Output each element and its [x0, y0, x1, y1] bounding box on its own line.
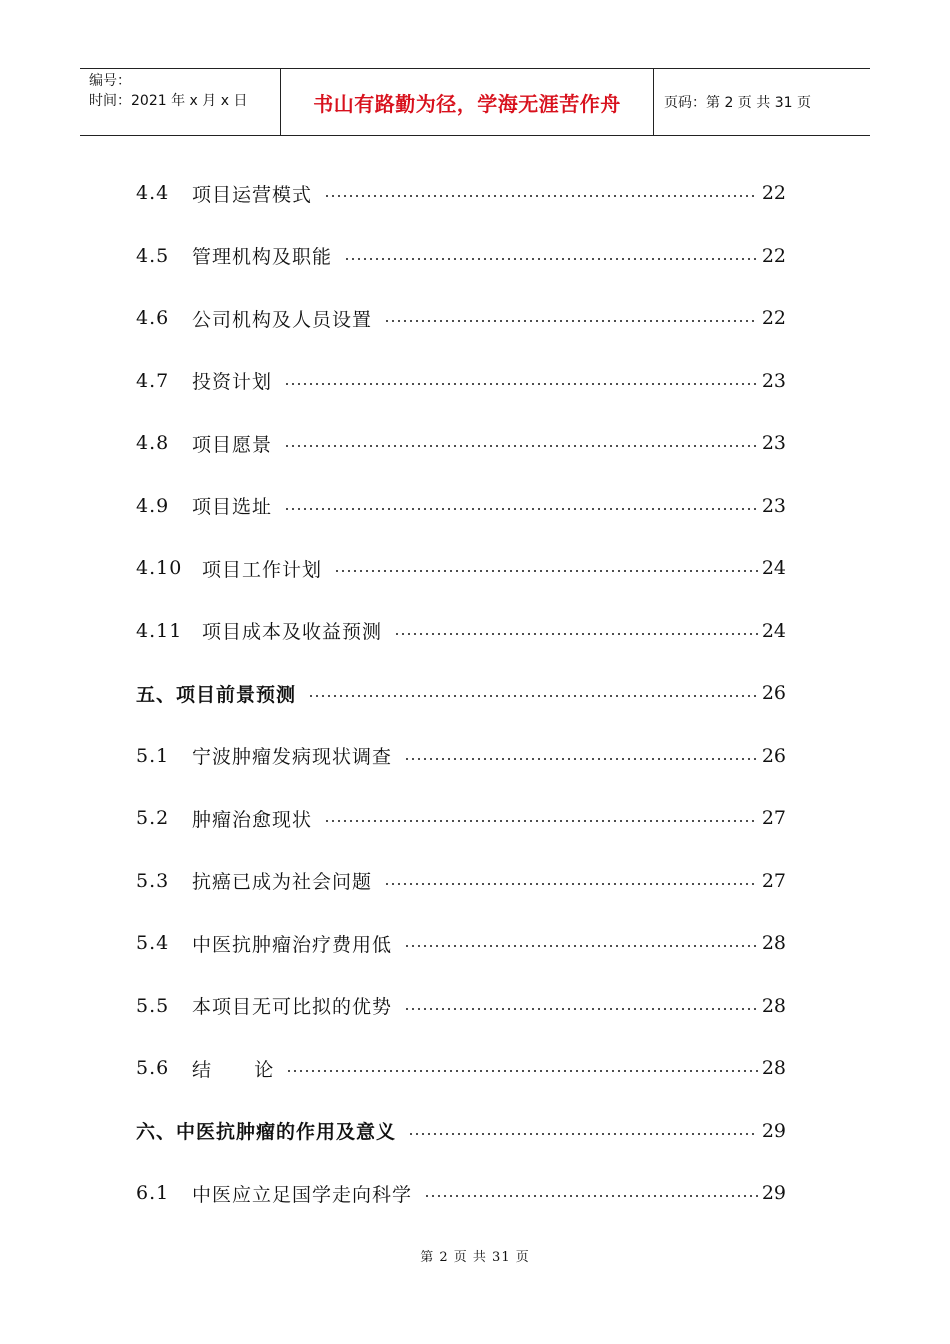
- toc-entry[interactable]: [136, 475, 786, 538]
- toc-title: 项目工作计划: [202, 558, 323, 581]
- toc-number: 4.11: [136, 619, 183, 642]
- header-info-cell: [80, 69, 281, 135]
- toc-page: 28: [761, 994, 786, 1017]
- toc-number: 4.9: [136, 494, 170, 517]
- toc-page: 24: [761, 557, 786, 580]
- toc-number: 4.4: [136, 182, 170, 205]
- toc-title: 中医应立足国学走向科学: [192, 1183, 413, 1206]
- dot-leader: [384, 320, 758, 322]
- toc-page: 22: [761, 182, 786, 205]
- toc-title: 管理机构及职能: [192, 246, 333, 269]
- toc-number: 5.3: [136, 869, 170, 892]
- toc-entry[interactable]: [136, 350, 786, 413]
- toc-title: 五、项目前景预测: [136, 683, 297, 706]
- toc-entry[interactable]: [136, 162, 786, 225]
- dot-leader: [284, 383, 758, 385]
- dot-leader: [404, 1008, 758, 1010]
- toc-page: 26: [761, 744, 786, 767]
- toc-entry[interactable]: [136, 912, 786, 975]
- toc-number: 4.10: [136, 557, 183, 580]
- dot-leader: [408, 1133, 758, 1135]
- toc-page: 26: [761, 682, 786, 705]
- toc-entry[interactable]: [136, 975, 786, 1038]
- toc-title: 公司机构及人员设置: [192, 308, 373, 331]
- toc-page: 29: [761, 1119, 786, 1142]
- toc-number: 5.1: [136, 744, 170, 767]
- dot-leader: [404, 758, 758, 760]
- toc-page: 27: [761, 807, 786, 830]
- toc-entry[interactable]: [136, 1162, 786, 1225]
- toc-title: 项目选址: [192, 496, 273, 519]
- table-of-contents: [136, 162, 786, 1225]
- dot-leader: [384, 883, 758, 885]
- toc-entry[interactable]: [136, 787, 786, 850]
- toc-number: 4.5: [136, 244, 170, 267]
- toc-page: 23: [761, 494, 786, 517]
- toc-page: 22: [761, 244, 786, 267]
- toc-page: 28: [761, 1057, 786, 1080]
- time-label: 时间：2021 年 x 月 x 日: [89, 93, 248, 109]
- toc-title: 结 论: [192, 1058, 275, 1081]
- toc-entry[interactable]: [136, 287, 786, 350]
- dot-leader: [404, 945, 758, 947]
- motto-text: 书山有路勤为径，学海无涯苦作舟: [313, 91, 621, 116]
- dot-leader: [324, 820, 758, 822]
- page-code: 页码：第 2 页 共 31 页: [664, 95, 811, 111]
- toc-section-heading[interactable]: [136, 1100, 786, 1163]
- page-footer: 第 2 页 共 31 页: [420, 1250, 530, 1265]
- dot-leader: [344, 258, 758, 260]
- toc-entry[interactable]: [136, 725, 786, 788]
- dot-leader: [324, 195, 758, 197]
- toc-page: 28: [761, 932, 786, 955]
- toc-title: 项目成本及收益预测: [202, 621, 383, 644]
- dot-leader: [284, 445, 758, 447]
- toc-page: 27: [761, 869, 786, 892]
- toc-title: 项目运营模式: [192, 183, 313, 206]
- toc-page: 23: [761, 432, 786, 455]
- toc-number: 5.5: [136, 994, 170, 1017]
- dot-leader: [424, 1195, 758, 1197]
- toc-entry[interactable]: [136, 412, 786, 475]
- toc-entry[interactable]: [136, 225, 786, 288]
- toc-number: 5.2: [136, 807, 170, 830]
- toc-page: 29: [761, 1182, 786, 1205]
- header-motto-cell: [281, 69, 654, 135]
- dot-leader: [284, 508, 758, 510]
- dot-leader: [286, 1070, 758, 1072]
- toc-page: 23: [761, 369, 786, 392]
- toc-title: 六、中医抗肿瘤的作用及意义: [136, 1121, 397, 1144]
- header-table: [80, 68, 870, 136]
- toc-entry[interactable]: [136, 1037, 786, 1100]
- toc-section-heading[interactable]: [136, 662, 786, 725]
- toc-title: 投资计划: [192, 371, 273, 394]
- toc-title: 中医抗肿瘤治疗费用低: [192, 933, 393, 956]
- toc-title: 肿瘤治愈现状: [192, 808, 313, 831]
- toc-title: 宁波肿瘤发病现状调查: [192, 746, 393, 769]
- dot-leader: [334, 570, 758, 572]
- toc-entry[interactable]: [136, 600, 786, 663]
- toc-number: 6.1: [136, 1182, 170, 1205]
- header-page-cell: [654, 69, 870, 135]
- toc-number: 4.7: [136, 369, 170, 392]
- toc-page: 22: [761, 307, 786, 330]
- toc-number: 5.6: [136, 1057, 170, 1080]
- toc-title: 项目愿景: [192, 433, 273, 456]
- toc-number: 5.4: [136, 932, 170, 955]
- dot-leader: [308, 695, 758, 697]
- toc-title: 抗癌已成为社会问题: [192, 871, 373, 894]
- toc-page: 24: [761, 619, 786, 642]
- toc-number: 4.6: [136, 307, 170, 330]
- dot-leader: [394, 633, 758, 635]
- toc-number: 4.8: [136, 432, 170, 455]
- toc-entry[interactable]: [136, 850, 786, 913]
- toc-title: 本项目无可比拟的优势: [192, 996, 393, 1019]
- number-label: 编号：: [89, 73, 131, 89]
- toc-entry[interactable]: [136, 537, 786, 600]
